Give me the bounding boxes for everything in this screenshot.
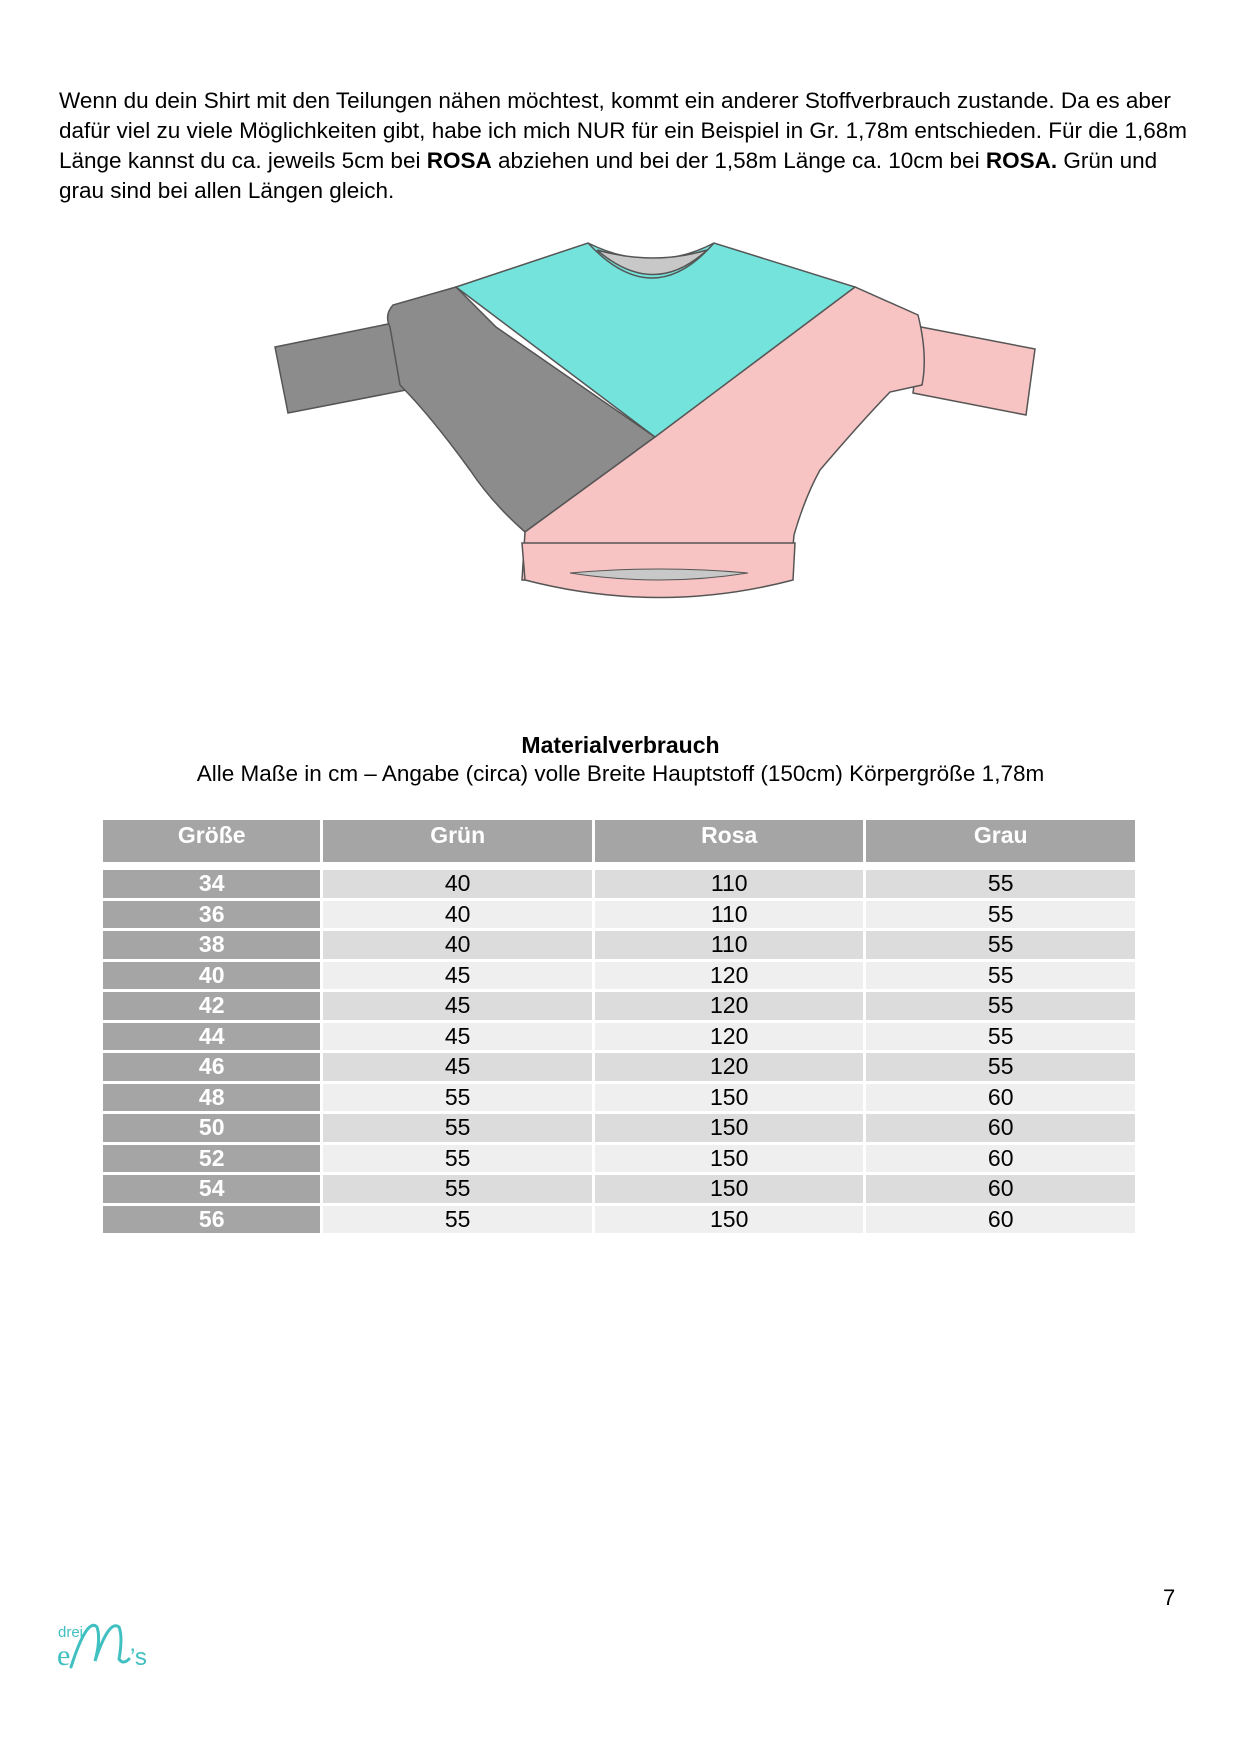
cell-gruen: 45 [323,1023,592,1051]
cell-size: 52 [103,1145,320,1173]
page-number: 7 [1163,1585,1176,1610]
table-row [103,1206,1135,1234]
cell-gruen: 55 [323,1206,592,1234]
intro-paragraph [59,86,1189,206]
brand-logo [57,1615,167,1675]
header-groesse: Größe [103,820,320,862]
cell-size: 50 [103,1114,320,1142]
header-grau: Grau [866,820,1135,862]
table-row [103,870,1135,898]
cell-gruen: 45 [323,962,592,990]
cell-grau: 55 [866,901,1135,929]
table-header-row [103,820,1135,862]
table-body [103,865,1135,1233]
cell-rosa: 110 [595,901,864,929]
cell-gruen: 40 [323,931,592,959]
cell-rosa: 120 [595,992,864,1020]
cell-grau: 55 [866,1023,1135,1051]
cell-rosa: 150 [595,1114,864,1142]
cell-rosa: 150 [595,1175,864,1203]
cell-grau: 60 [866,1145,1135,1173]
cell-size: 36 [103,901,320,929]
cell-rosa: 120 [595,1023,864,1051]
intro-text-3: Grün und grau sind bei allen Längen gleich. [59,148,1158,203]
table-row [103,992,1135,1020]
cell-rosa: 110 [595,931,864,959]
table-row [103,1175,1135,1203]
cell-gruen: 55 [323,1175,592,1203]
table-row [103,1023,1135,1051]
cell-grau: 60 [866,1114,1135,1142]
right-cuff [913,327,1035,415]
logo-text-e: e [57,1639,71,1672]
cell-gruen: 45 [323,1053,592,1081]
intro-bold-rosa-2: ROSA. [985,148,1058,173]
cell-grau: 55 [866,1053,1135,1081]
cell-size: 38 [103,931,320,959]
cell-rosa: 150 [595,1206,864,1234]
table-row [103,1084,1135,1112]
cell-size: 44 [103,1023,320,1051]
shirt-drawing [270,235,1050,620]
logo-text-s: ’s [130,1644,147,1671]
cell-gruen: 55 [323,1084,592,1112]
cell-grau: 55 [866,962,1135,990]
table-row [103,1145,1135,1173]
cell-grau: 55 [866,870,1135,898]
cell-grau: 55 [866,931,1135,959]
cell-gruen: 55 [323,1114,592,1142]
cell-rosa: 120 [595,1053,864,1081]
cell-rosa: 150 [595,1084,864,1112]
logo-text-drei: drei [58,1624,84,1641]
table-row [103,901,1135,929]
cell-grau: 60 [866,1084,1135,1112]
shirt-illustration [270,235,1050,620]
header-gruen: Grün [323,820,592,862]
intro-bold-rosa-1: ROSA [426,148,492,173]
left-cuff [275,323,406,413]
cell-size: 40 [103,962,320,990]
cell-rosa: 110 [595,870,864,898]
cell-size: 56 [103,1206,320,1234]
table-row [103,1053,1135,1081]
cell-size: 42 [103,992,320,1020]
cell-grau: 55 [866,992,1135,1020]
cell-size: 48 [103,1084,320,1112]
table-row [103,931,1135,959]
table-row [103,962,1135,990]
intro-text-1: Wenn du dein Shirt mit den Teilungen nähen möchtest, kommt ein anderer Stoffverbrauch zustande. Da es aber dafür viel zu viele Möglichkeiten gibt, habe ich mich NUR für ein Beispiel in Gr. 1,78m entschieden. Für die 1,68m Länge kannst du ca. jeweils 5cm bei [59,88,1188,173]
cell-rosa: 120 [595,962,864,990]
spacer-cell [595,865,864,867]
material-title: Materialverbrauch [521,732,720,758]
cell-size: 34 [103,870,320,898]
table-spacer-row [103,865,1135,867]
intro-text-2: abziehen und bei der 1,58m Länge ca. 10cm bei [491,148,986,173]
table-row [103,1114,1135,1142]
header-rosa: Rosa [595,820,864,862]
material-subtitle: Alle Maße in cm – Angabe (circa) volle Breite Hauptstoff (150cm) Körpergröße 1,78m [196,761,1045,786]
cell-grau: 60 [866,1206,1135,1234]
spacer-cell [323,865,592,867]
cell-rosa: 150 [595,1145,864,1173]
cell-gruen: 40 [323,870,592,898]
logo-graphic [57,1615,167,1675]
cell-size: 54 [103,1175,320,1203]
spacer-cell [103,865,320,867]
spacer-cell [866,865,1135,867]
cell-gruen: 40 [323,901,592,929]
cell-gruen: 55 [323,1145,592,1173]
cell-size: 46 [103,1053,320,1081]
material-table [100,817,1138,1236]
cell-grau: 60 [866,1175,1135,1203]
cell-gruen: 45 [323,992,592,1020]
